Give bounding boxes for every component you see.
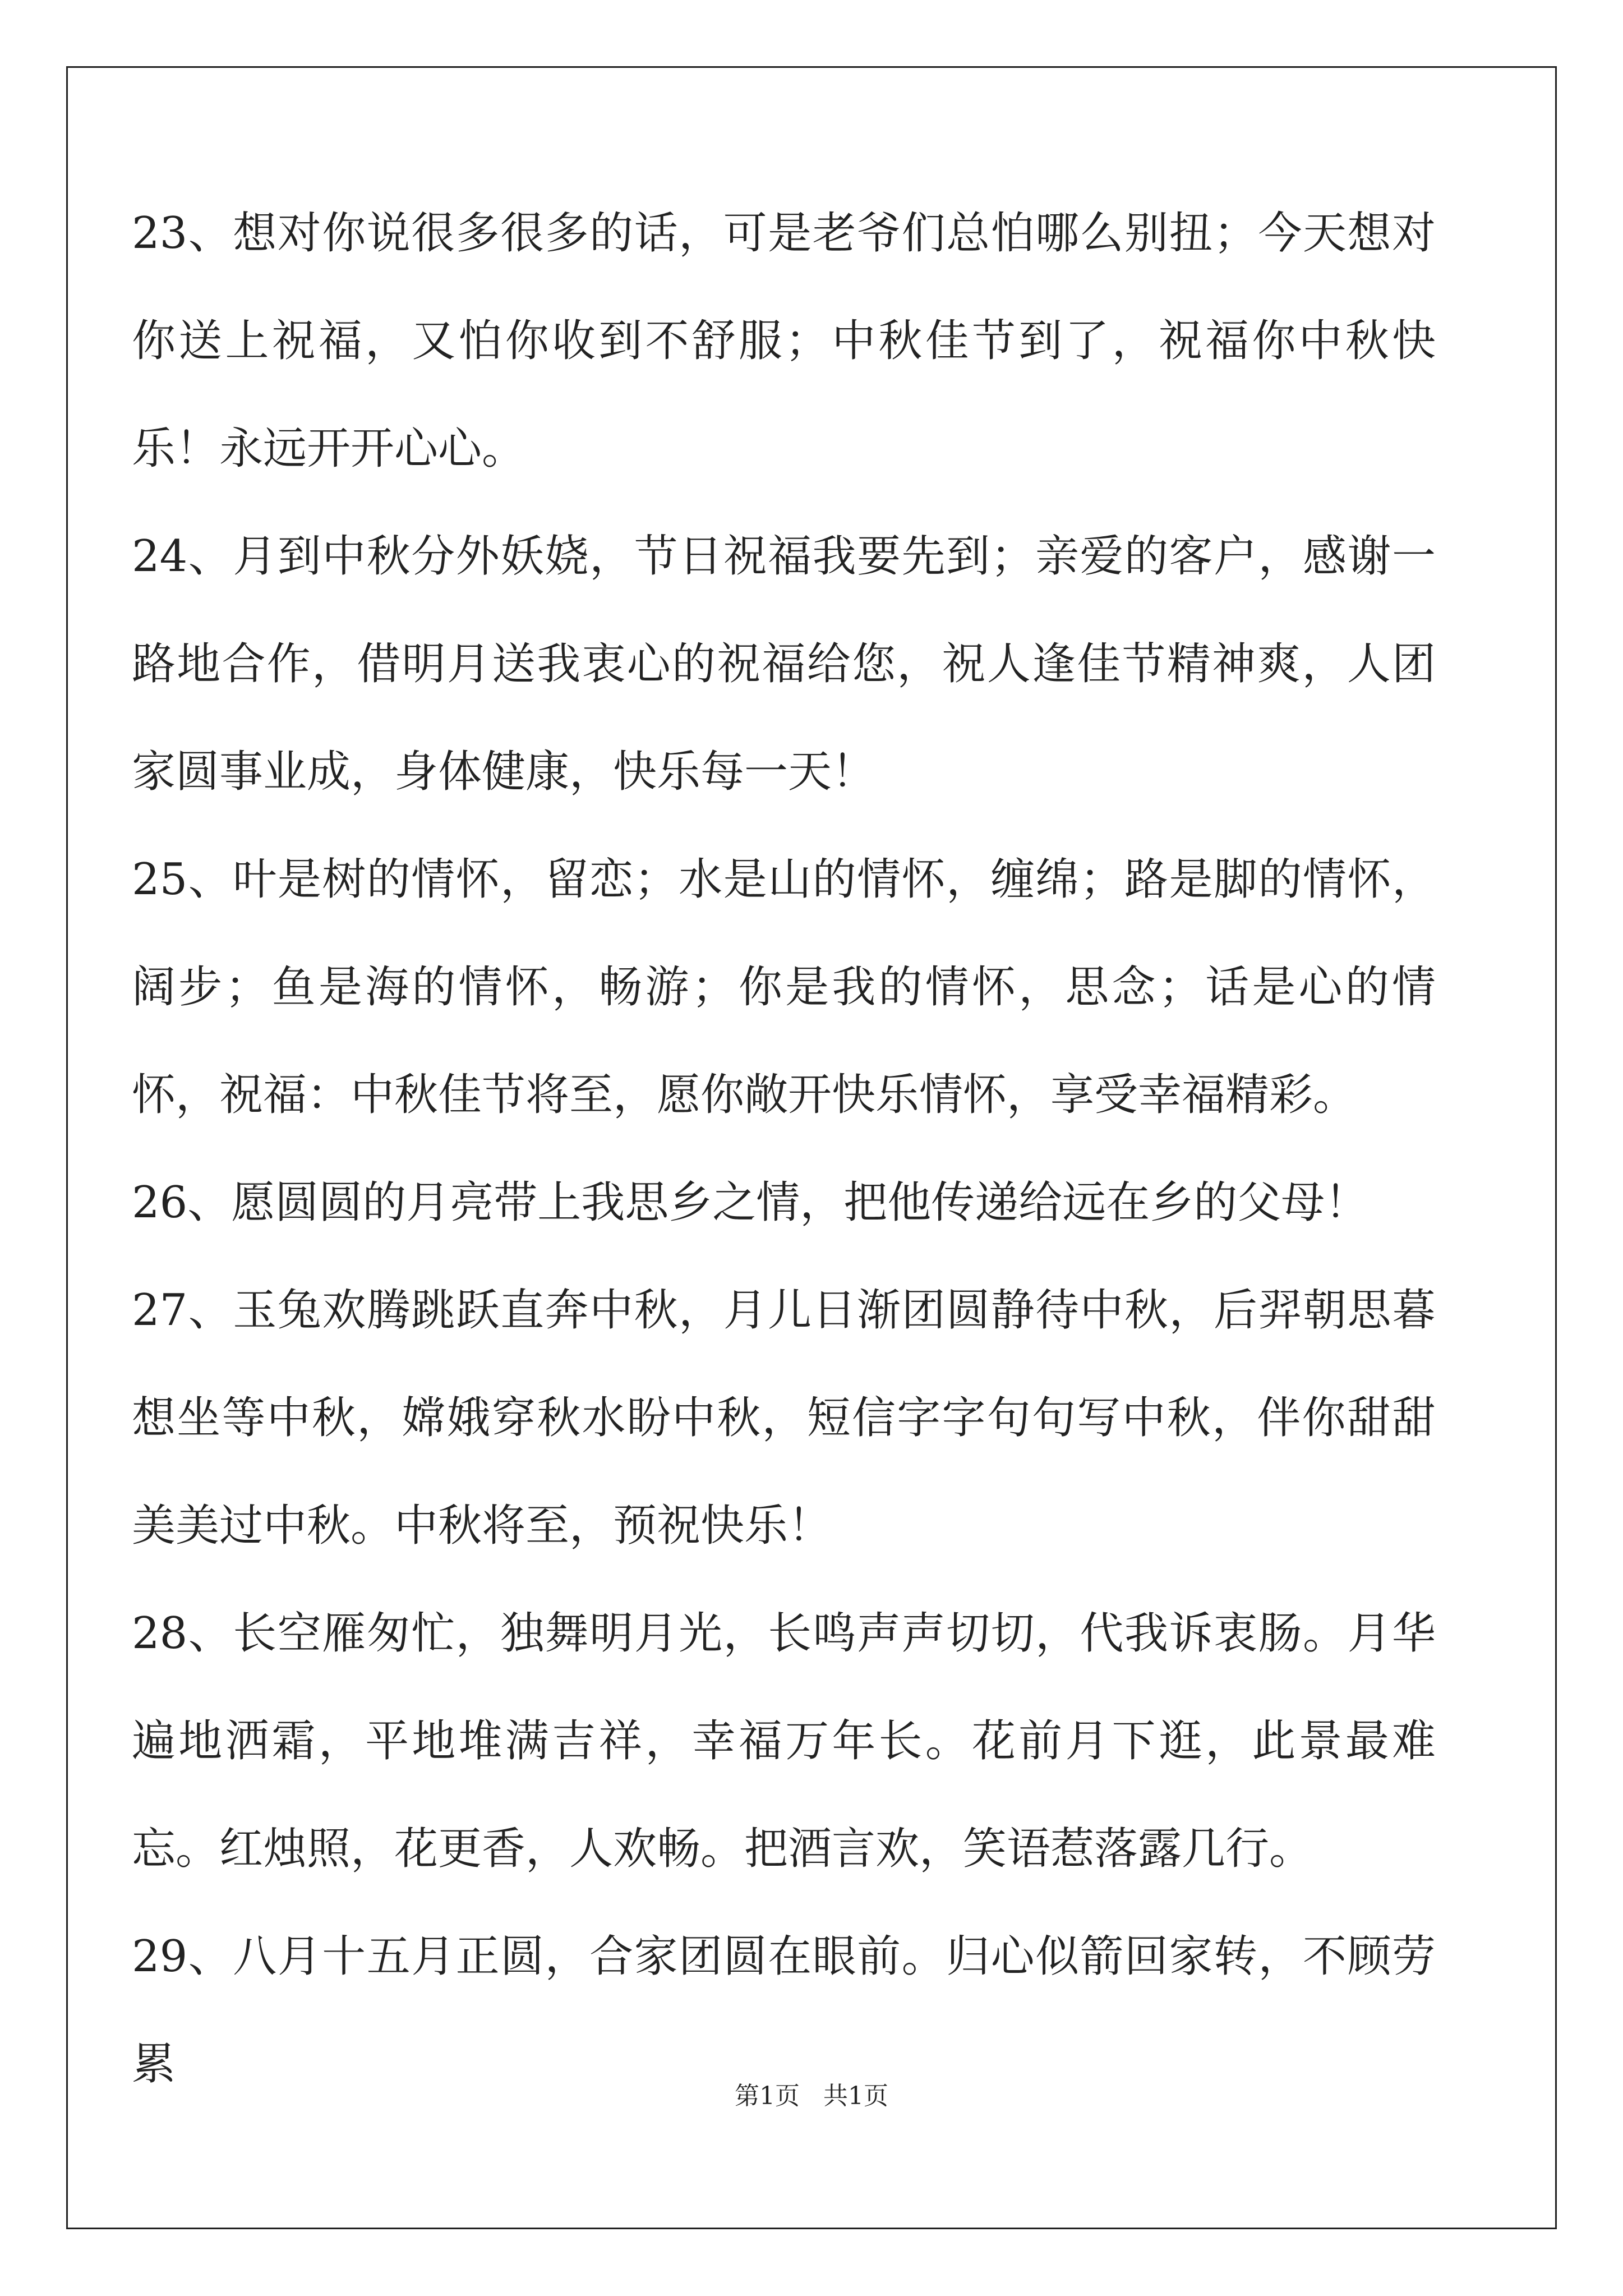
paragraph-29: 29、八月十五月正圆，合家团圆在眼前。归心似箭回家转，不顾劳累 xyxy=(132,1931,1436,2090)
paragraph-25: 25、叶是树的情怀，留恋；水是山的情怀，缠绵；路是脚的情怀，阔步；鱼是海的情怀，畅游；你是我的情怀，思念；话是心的情怀，祝福：中秋佳节将至，愿你敞开快乐情怀，享受幸福精彩。 xyxy=(132,854,1436,1120)
paragraph-28: 28、长空雁匆忙，独舞明月光，长鸣声声切切，代我诉衷肠。月华遍地洒霜，平地堆满吉祥，幸福万年长。花前月下逛，此景最难忘。红烛照，花更香，人欢畅。把酒言欢，笑语惹落露几行。 xyxy=(132,1608,1436,1874)
document-body xyxy=(132,180,1436,2118)
page-number-footer: 第1页 共1页 xyxy=(735,2082,888,2110)
paragraph-27: 27、玉兔欢腾跳跃直奔中秋，月儿日渐团圆静待中秋，后羿朝思暮想坐等中秋，嫦娥穿秋水盼中秋，短信字字句句写中秋，伴你甜甜美美过中秋。中秋将至，预祝快乐！ xyxy=(132,1285,1436,1551)
paragraph-23: 23、想对你说很多很多的话，可是老爷们总怕哪么别扭；今天想对你送上祝福，又怕你收到不舒服；中秋佳节到了，祝福你中秋快乐！永远开开心心。 xyxy=(132,208,1436,474)
paragraph-24: 24、月到中秋分外妖娆，节日祝福我要先到；亲爱的客户，感谢一路地合作，借明月送我衷心的祝福给您，祝人逢佳节精神爽，人团家圆事业成，身体健康，快乐每一天！ xyxy=(132,531,1436,797)
paragraph-26: 26、愿圆圆的月亮带上我思乡之情，把他传递给远在乡的父母！ xyxy=(132,1177,1369,1228)
